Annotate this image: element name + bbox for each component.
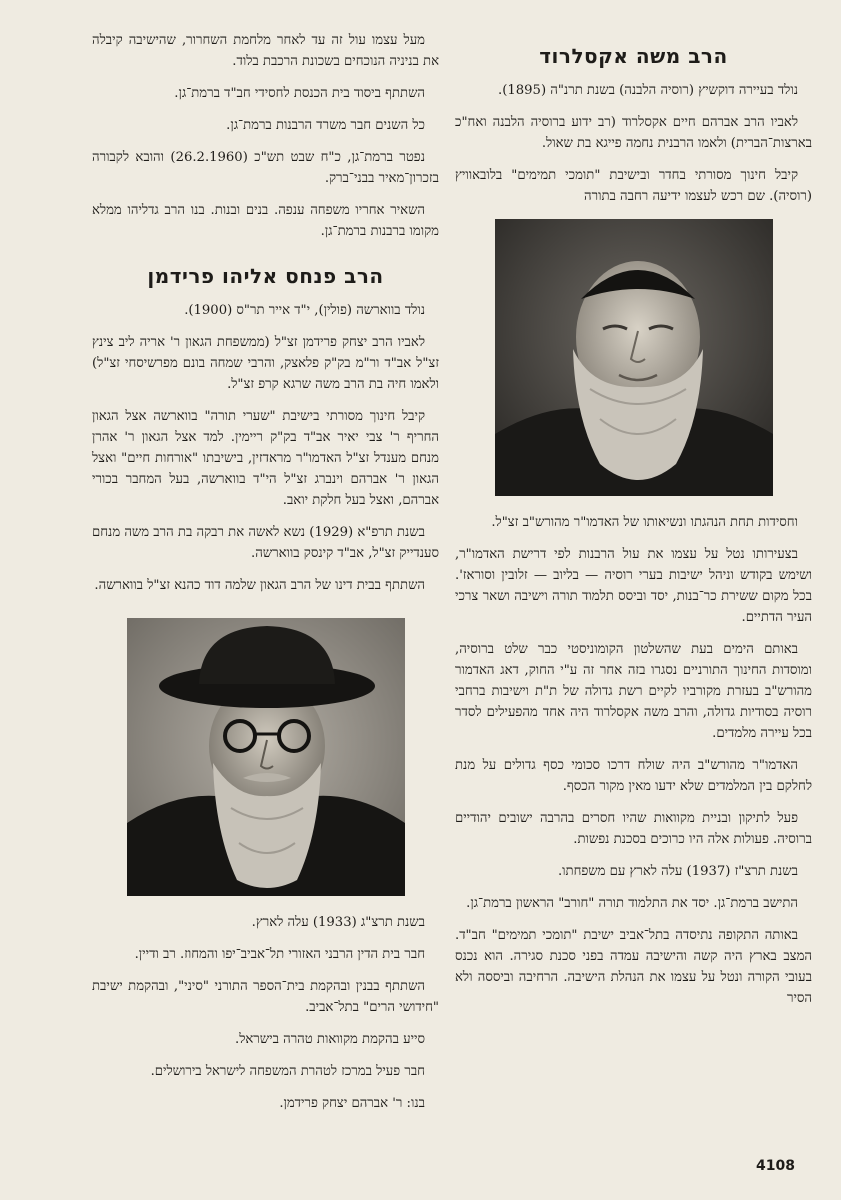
paragraph: בצעירותו נטל על עצמו את עול הרבנות לפי דרישת האדמו"ר, ושימש בקודש וניהל ישיבות בערי רוסיה — בליוב — זלובין וסוראז'. בכל מקום ששירת כר־בנות, יסד וביסס תלמוד תורה וישיבה ושאר צרכי העיר הדתיים. [455,547,812,625]
paragraph: מעל עצמו עול זה עד לאחר מלחמת השחרור, שהישיבה קיבלה את בניניה הנוכחים בשכונת הרכבת בלוד. [92,33,439,69]
paragraph: חבר בית הדין הרבני האזורי תל־אביב־יפו והמחוז. רב ודיין. [134,947,425,962]
paragraph: נולד בעיירה דוקשיץ (רוסיה הלבנה) בשנת תרנ"ה (1895). [498,83,798,98]
paragraph: וחסידות תחת הנהגתו ונשיאותו של האדמו"ר מהורש"ב זצ"ל. [491,515,798,530]
paragraph: באותה התקופה נתיסדה בתל־אביב ישיבת "תומכי תמימים" חב"ד. המצב בארץ היה קשה והישיבה עמדה בפני סכנת סגירה. הוא נכנס בעובי הקורה ונטל על עצמו את הנהלת הישיבה. הרחיבה וביססה ולא הסיר [455,928,812,1006]
paragraph: השתתף בבית דינו של הרב הגאון שלמה דוד כהנא זצ"ל בווארשה. [94,578,425,593]
paragraph: נפטר ברמת־גן, כ"ח שבט תש"כ (26.2.1960) והובא לקבורה בזכרון־מאיר בבני־ברק. [92,150,439,186]
paragraph: השתתף ביסוד בית הכנסת לחסידי חב"ד ברמת־גן. [174,86,425,101]
section-title-pinchas-eliyahu-friedman: הרב פנחס אליהו פרידמן [147,264,384,288]
portrait-photo-pinchas-friedman [127,618,405,896]
paragraph: לאביו הרב יצחק פרידמן זצ"ל (ממשפחת הגאון ר' אריה ליב צינץ זצ"ל אב"ד ור"מ בק"ק פלאצק, והרבי שמחה בונם מפרשיסחי זצ"ל) ולאמו חיה בת הרב משה שרגא קרפ זצ"ל. [92,335,439,392]
paragraph: באותם הימים בעת שהשלטון הקומוניסטי כבר שלט ברוסיה, ומוסדות החינוך התורניים נסגרו בזה אחר זה ע"י החוק, דאג האדמור מהורש"ב בעזרת מקורביו לקיים רשת גדולה של ת"ת וישיבות ברחבי רוסיה בסודיות גדולה, והרב משה אקסלרוד היה אחד מהפעילים לסדר בכל עיירה מלמדים. [455,642,812,741]
paragraph: פעל לתיקון ובניית מקוואות שהיו חסרים בהרבה ישובים יהודיים ברוסיה. פעולות אלה היו כרוכים בסכנת נפשות. [455,811,812,847]
paragraph: התישב ברמת־גן. יסד את התלמוד תורה "חורב" הראשון ברמת־גן. [466,896,798,911]
paragraph: נולד בווארשה (פולין), י"ד אייר תר"ס (1900). [184,303,425,318]
right-column [455,30,812,1020]
paragraph: חבר פעיל במרכז לטהרת המשפחה לישראל בירושלים. [150,1064,425,1079]
paragraph: בשנת תרצ"ג (1933) עלה לארץ. [251,915,425,930]
paragraph: האדמו"ר מהורש"ב היה שולח דרכו סכומי כסף גדולים על מנת לחלקם בין המלמדים שלא ידעו מאין מקור הכסף. [455,758,812,794]
paragraph: קיבל חינוך מסורתי בחדר ובישיבת "תומכי תמימים" בלובאוויץ (רוסיה). שם רכש לעצמו ידיעה רחבה בתורה [455,168,812,204]
paragraph: בשנת תרפ"א (1929) נשא לאשה את רבקה בת הרב משה מנחם סענדייק זצ"ל, אב"ד קינסק בווארשה. [92,525,439,561]
paragraph: השתתף בבנין ובהקמת בית־הספר התורני "סיני", ובהקמת ישיבת "חידושי הרים" בתל־אביב. [92,979,439,1015]
paragraph: בשנת תרצ"ז (1937) עלה לארץ עם משפחתו. [557,864,798,879]
paragraph: סייע בהקמת מקוואות טהרה בישראל. [235,1032,425,1047]
paragraph: קיבל חינוך מסורתי בישיבת "שערי תורה" בווארשה אצל הגאון החריף ר' צבי יאיר אב"ד בק"ק ריימין. למד אצל הגאון ר' אהרן מנחם מענדל זצ"ל האדמו"ר מראדזין, בישיבתו "אורחות חיים" ואצל הגאון ר' אברהם וינברג זצ"ל הי"ד בווארשה, בעל המחבר בכורי אברהם, ואצל בעל חלקת יואב. [92,409,439,508]
paragraph: לאביו הרב אברהם חיים אקסלרוד (רב ידוע ברוסיה הלבנה ואח"כ בארצות־הברית) ולאמו הרבנית נחמה פייגא בת שאול. [455,115,812,151]
section-title-moshe-axelrod: הרב משה אקסלרוד [539,44,728,68]
paragraph: בנו: ר' אברהם יצחק פרידמן. [279,1096,425,1111]
page-number: 4108 [756,1158,795,1174]
paragraph: השאיר אחריו משפחה ענפה. בנים ובנות. בנו הרב גדליהו ממלא מקומו ברבנות ברמת־גן. [92,203,439,239]
left-column [92,30,439,1125]
paragraph: כל השנים חבר משרד הרבנות ברמת־גן. [226,118,425,133]
portrait-photo-moshe-axelrod [495,219,773,496]
